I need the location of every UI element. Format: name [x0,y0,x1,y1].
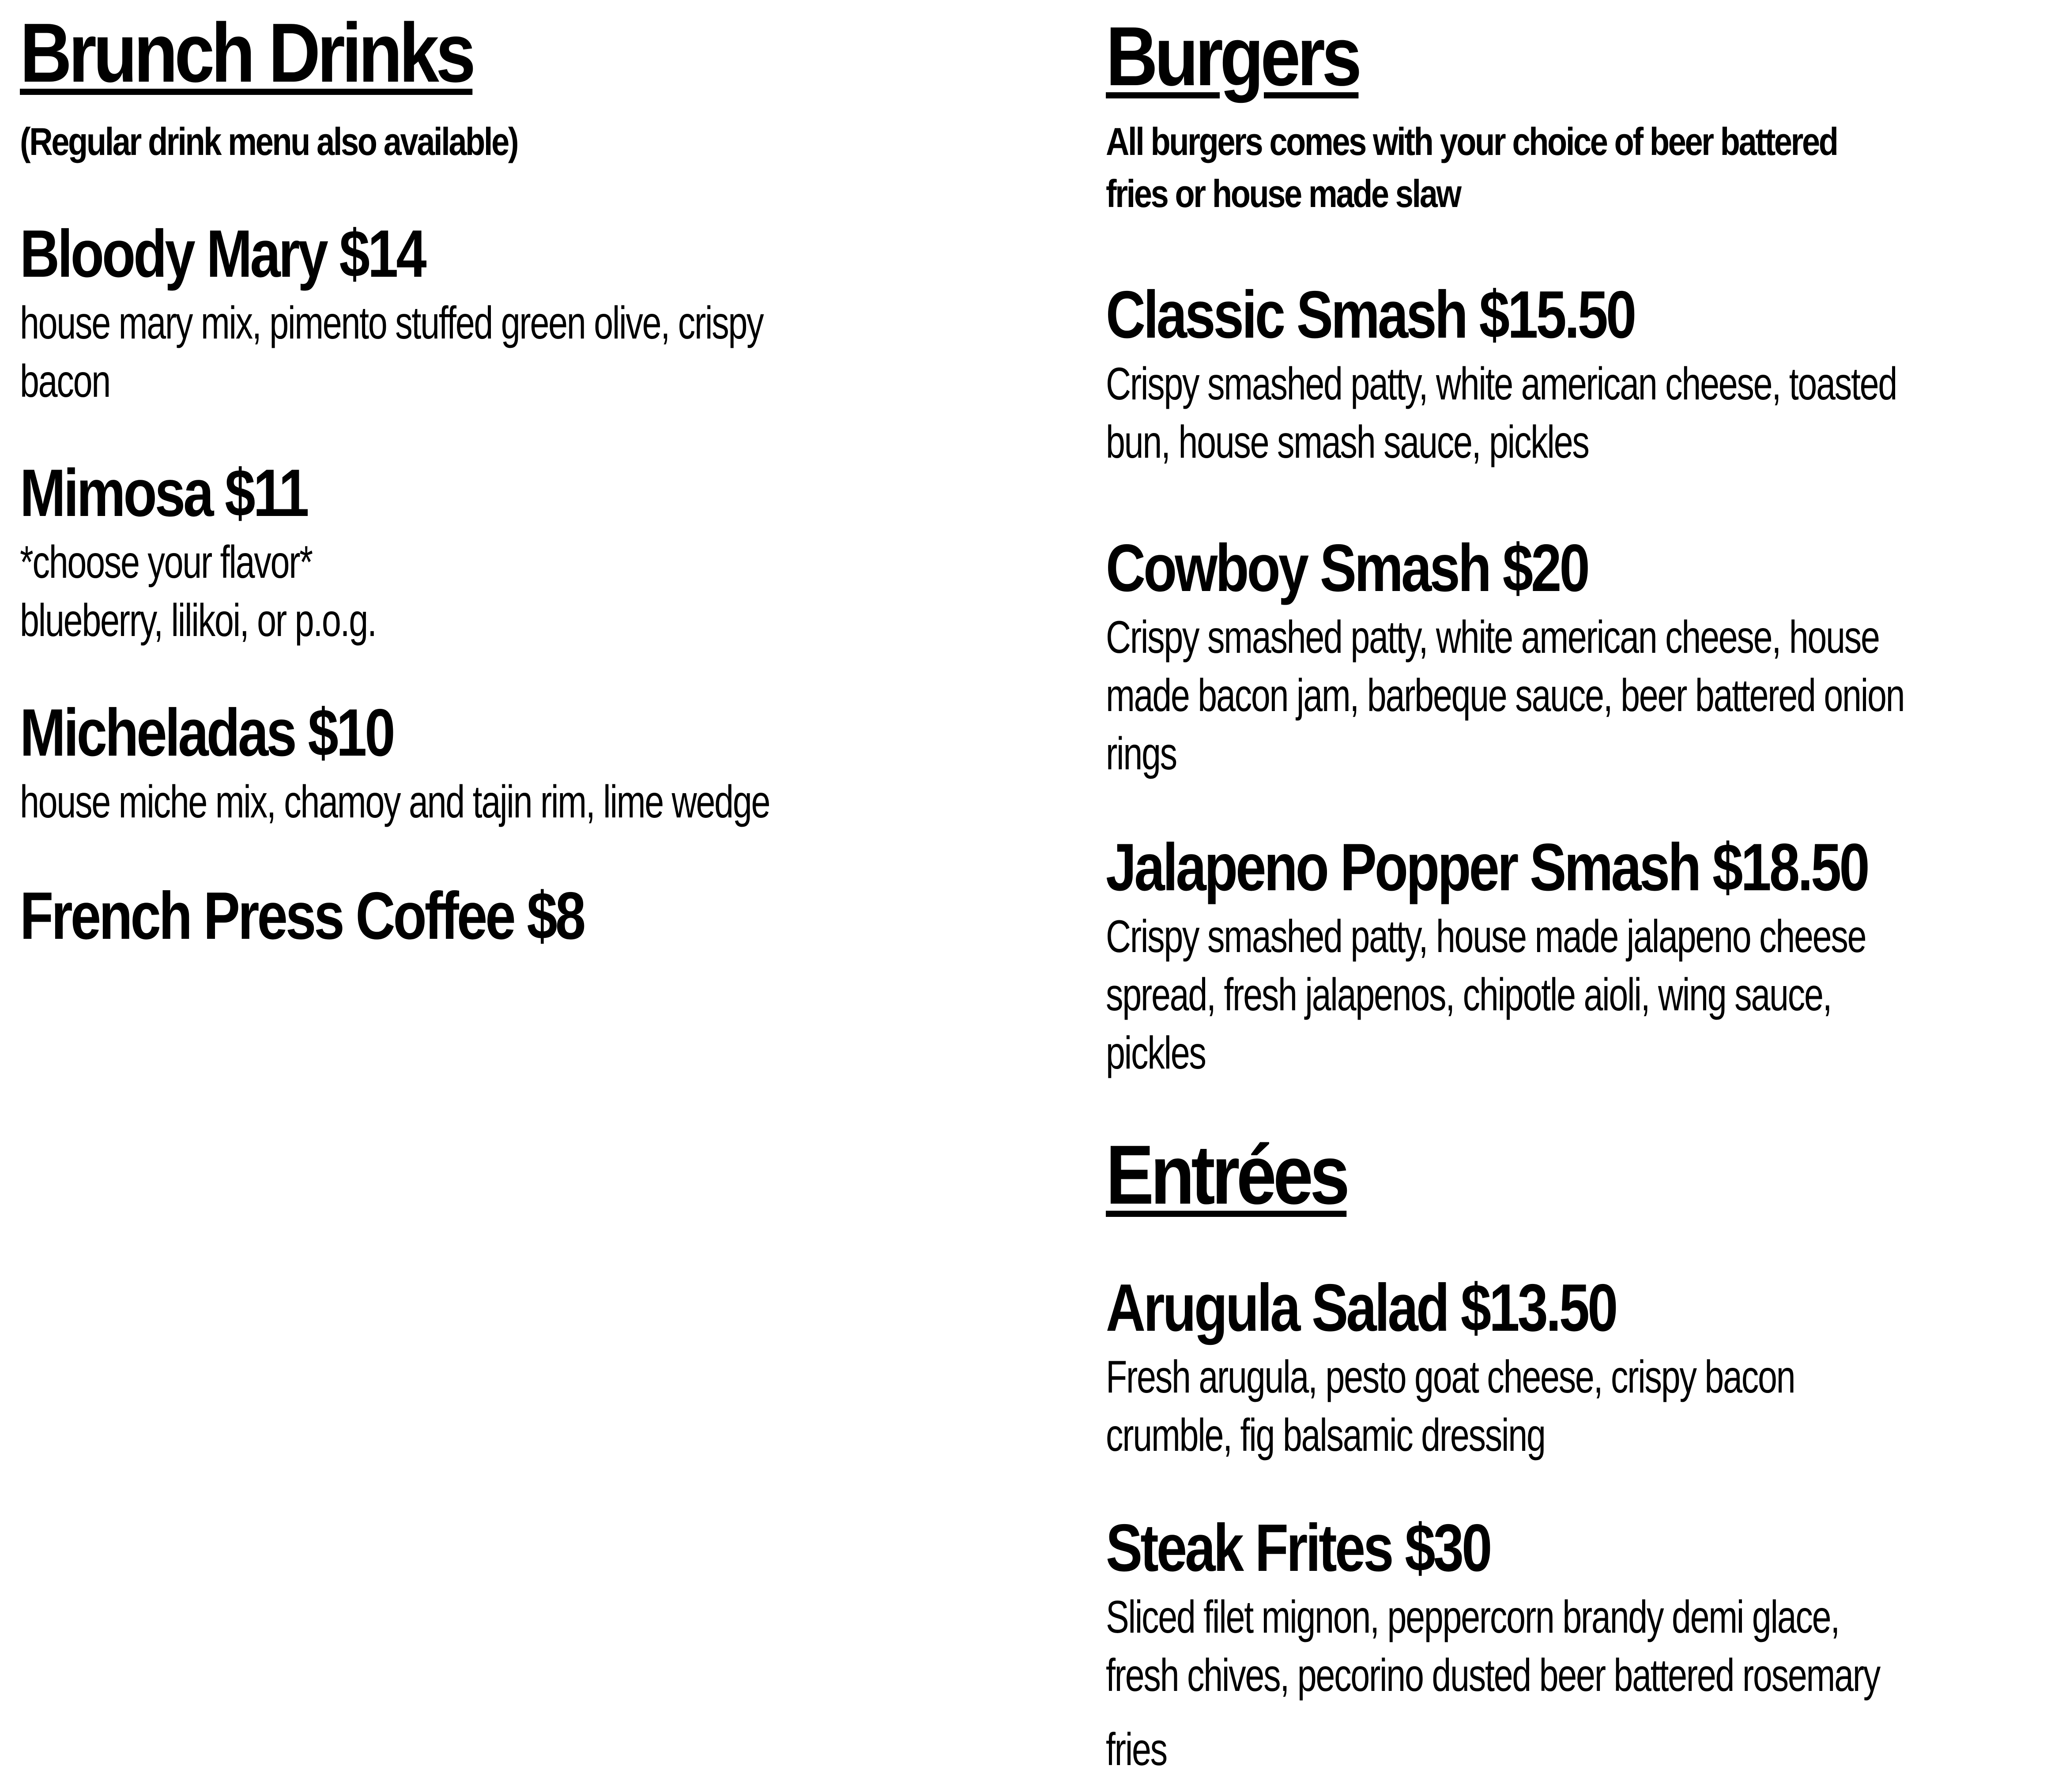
item-title: Cowboy Smash $20 [1106,531,1588,606]
item-title: Arugula Salad $13.50 [1106,1270,1616,1345]
item-description: Crispy smashed patty, white american cheese, toasted [1106,358,1897,410]
item-description: crumble, fig balsamic dressing [1106,1410,1545,1461]
item-description: house mary mix, pimento stuffed green olive, crispy [20,297,763,349]
item-description: pickles [1106,1028,1206,1079]
item-description: bacon [20,356,110,407]
item-description: bun, house smash sauce, pickles [1106,417,1589,468]
item-title: Mimosa $11 [20,456,307,531]
entrees-heading: Entrées [1106,1128,1347,1222]
burgers-heading: Burgers [1106,10,1359,103]
item-title: Jalapeno Popper Smash $18.50 [1106,830,1868,905]
item-description: spread, fresh jalapenos, chipotle aioli, wing sauce, [1106,969,1832,1020]
item-description: fresh chives, pecorino dusted beer battered rosemary [1106,1650,1880,1701]
burgers-note: fries or house made slaw [1106,172,1460,215]
item-description: Fresh arugula, pesto goat cheese, crispy bacon [1106,1352,1795,1403]
item-description: made bacon jam, barbeque sauce, beer battered onion [1106,670,1904,721]
item-title: Bloody Mary $14 [20,216,425,291]
item-description: Crispy smashed patty, house made jalapeno cheese [1106,911,1866,962]
item-title: French Press Coffee $8 [20,878,584,953]
item-description: Sliced filet mignon, peppercorn brandy demi glace, [1106,1592,1840,1643]
item-description: house miche mix, chamoy and tajin rim, lime wedge [20,776,770,828]
item-description: *choose your flavor* [20,537,312,588]
item-title: Steak Frites $30 [1106,1510,1490,1585]
brunch-drinks-note: (Regular drink menu also available) [20,120,518,163]
item-description: fries [1106,1724,1167,1775]
burgers-note: All burgers comes with your choice of beer battered [1106,120,1837,163]
item-title: Micheladas $10 [20,695,393,770]
item-title: Classic Smash $15.50 [1106,277,1635,352]
item-description: blueberry, lilikoi, or p.o.g. [20,595,376,646]
item-description: rings [1106,728,1176,779]
item-description: Crispy smashed patty, white american cheese, house [1106,612,1879,663]
brunch-drinks-heading: Brunch Drinks [20,6,473,100]
